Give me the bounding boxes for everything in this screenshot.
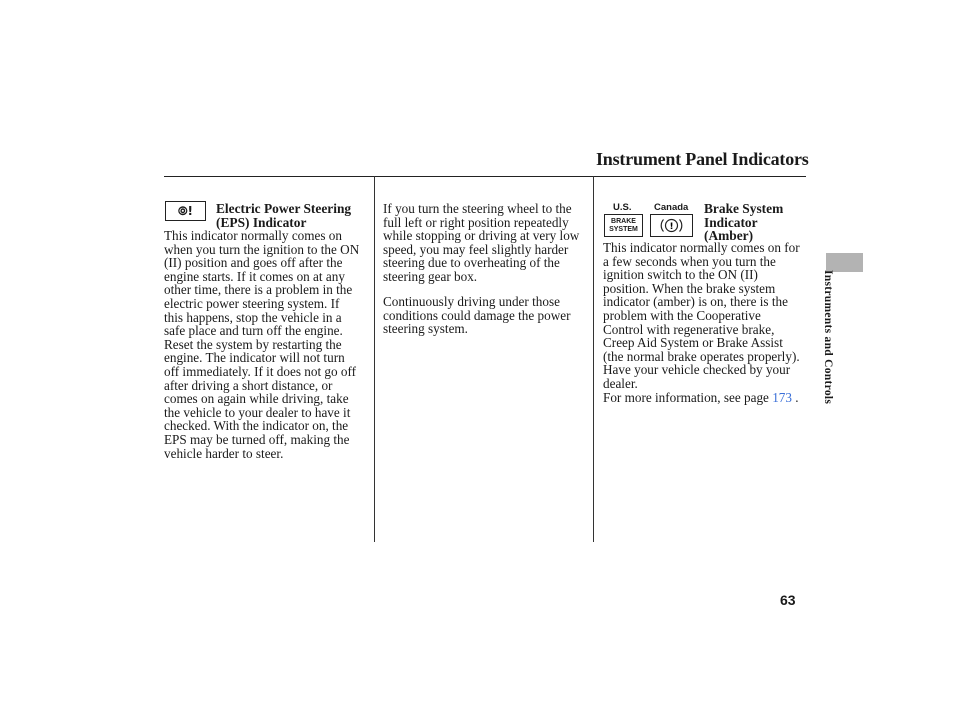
eps-line: EPS may be turned off, making the: [164, 431, 350, 447]
brake-icon-line1: BRAKE: [611, 218, 636, 225]
brake-icon-line2: SYSTEM: [609, 226, 638, 233]
canada-label: Canada: [654, 202, 689, 213]
eps-line: This indicator normally comes on: [164, 228, 342, 243]
brake-description: [603, 241, 813, 404]
brake-line: dealer.: [603, 375, 638, 391]
steering-line: Continuously driving under those: [383, 294, 560, 309]
eps-line: safe place and turn off the engine.: [164, 323, 343, 339]
us-label: U.S.: [613, 202, 632, 213]
page-173-link[interactable]: 173: [772, 389, 792, 405]
eps-line: the vehicle to your dealer to have it: [164, 404, 351, 420]
brake-heading-line3: (Amber): [704, 228, 754, 244]
eps-description: [164, 229, 374, 460]
brake-line: Control with regenerative brake,: [603, 321, 775, 337]
brake-system-us-icon: [604, 214, 643, 237]
brake-line: Creep Aid System or Brake Assist: [603, 335, 783, 351]
page-title: Instrument Panel Indicators: [596, 149, 809, 169]
more-info-suffix: .: [791, 389, 799, 405]
eps-indicator-icon: ⦾!: [165, 201, 206, 221]
eps-heading-line1: Electric Power Steering: [216, 201, 352, 216]
eps-line: checked. With the indicator on, the: [164, 418, 349, 434]
brake-heading-line2: Indicator: [704, 214, 758, 230]
eps-line: Reset the system by restarting the: [164, 336, 342, 352]
steering-line: steering system.: [383, 321, 468, 337]
steering-paragraph-1: [383, 202, 591, 284]
header-rule: [164, 176, 806, 177]
eps-line: this happens, stop the vehicle in a: [164, 309, 342, 325]
eps-heading-line2: (EPS) Indicator: [216, 214, 307, 230]
eps-line: off immediately. If it does not go off: [164, 363, 357, 379]
steering-line: steering gear box.: [383, 268, 478, 284]
brake-heading: [704, 202, 783, 243]
eps-line: other time, there is a problem in the: [164, 282, 353, 298]
eps-line: engine. The indicator will not turn: [164, 350, 345, 366]
brake-line: problem with the Cooperative: [603, 307, 761, 323]
eps-line: engine starts. If it comes on at any: [164, 268, 345, 284]
brake-line: indicator (amber) is on, there is the: [603, 294, 788, 310]
brake-heading-line1: Brake System: [704, 201, 784, 216]
brake-line: Have your vehicle checked by your: [603, 362, 791, 378]
brake-warning-icon: [651, 215, 692, 236]
eps-line: when you turn the ignition to the ON: [164, 241, 360, 257]
brake-line: This indicator normally comes on for: [603, 240, 800, 255]
brake-line: (the normal brake operates properly).: [603, 348, 800, 364]
brake-line: a few seconds when you turn the: [603, 253, 776, 269]
eps-line: electric power steering system. If: [164, 295, 340, 311]
section-label: Instruments and Controls: [822, 270, 834, 405]
eps-line: (II) position and goes off after the: [164, 255, 343, 271]
steering-line: steering due to overheating of the: [383, 255, 560, 271]
more-info-line: [603, 391, 813, 405]
column-divider-2: [593, 176, 594, 542]
eps-heading: [216, 202, 351, 229]
eps-line: after driving a short distance, or: [164, 377, 333, 393]
brake-system-canada-icon: [650, 214, 693, 237]
steering-line: speed, you may feel slightly harder: [383, 241, 569, 257]
page-number: 63: [780, 592, 796, 608]
column-divider-1: [374, 176, 375, 542]
brake-warning-glyph: !: [669, 222, 674, 232]
brake-line: ignition switch to the ON (II): [603, 267, 758, 283]
steering-line: conditions could damage the power: [383, 307, 571, 323]
eps-line: vehicle harder to steer.: [164, 445, 284, 461]
brake-line: position. When the brake system: [603, 280, 776, 296]
more-info-prefix: For more information, see page: [603, 389, 773, 405]
eps-line: comes on again while driving, take: [164, 391, 349, 407]
steering-line: full left or right position repeatedly: [383, 214, 569, 230]
steering-line: If you turn the steering wheel to the: [383, 201, 572, 216]
steering-paragraph-2: [383, 295, 591, 336]
steering-line: while stopping or driving at very low: [383, 228, 580, 244]
